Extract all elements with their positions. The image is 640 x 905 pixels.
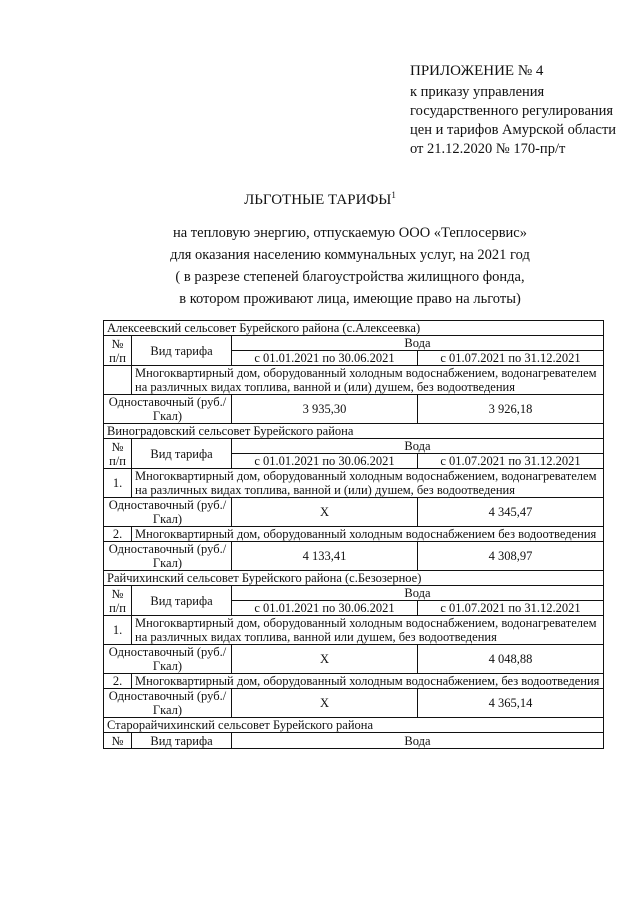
period-1-header: с 01.01.2021 по 30.06.2021 bbox=[232, 454, 418, 469]
row-description: Многоквартирный дом, оборудованный холодным водоснабжением без водоотведения bbox=[132, 527, 604, 542]
tariff-label: Одноставочный (руб./Гкал) bbox=[104, 395, 232, 424]
appendix-line: цен и тарифов Амурской области bbox=[410, 122, 617, 138]
section-title: Райчихинский сельсовет Бурейского района (с.Безозерное) bbox=[104, 571, 604, 586]
tariff-label: Одноставочный (руб./Гкал) bbox=[104, 689, 232, 718]
subtitle-line: на тепловую энергию, отпускаемую ООО «Теплосервис» bbox=[172, 225, 527, 241]
period-2-header: с 01.07.2021 по 31.12.2021 bbox=[418, 454, 604, 469]
col-water-header: Вода bbox=[232, 586, 604, 601]
tariff-value-1: 4 133,41 bbox=[232, 542, 418, 571]
col-water-header: Вода bbox=[232, 439, 604, 454]
tariff-table-wrap bbox=[103, 320, 603, 749]
subtitle-line: ( в разрезе степеней благоустройства жилищного фонда, bbox=[175, 269, 525, 285]
row-num: 1. bbox=[104, 469, 132, 498]
appendix-line: государственного регулирования bbox=[410, 103, 614, 119]
period-2-header: с 01.07.2021 по 31.12.2021 bbox=[418, 601, 604, 616]
col-water-header: Вода bbox=[232, 733, 604, 749]
tariff-value-2: 3 926,18 bbox=[418, 395, 604, 424]
tariff-value-2: 4 345,47 bbox=[418, 498, 604, 527]
appendix-heading: ПРИЛОЖЕНИЕ № 4 bbox=[410, 63, 544, 79]
tariff-label: Одноставочный (руб./Гкал) bbox=[104, 645, 232, 674]
row-num: 2. bbox=[104, 527, 132, 542]
document-title bbox=[0, 190, 640, 209]
subtitle-line: для оказания населению коммунальных услуг, на 2021 год bbox=[170, 247, 530, 263]
title-footnote: 1 bbox=[391, 190, 396, 200]
row-num bbox=[104, 366, 132, 395]
row-description: Многоквартирный дом, оборудованный холодным водоснабжением, водонагревателем на различных видах топлива, ванной или душем, без водоотведения bbox=[132, 616, 604, 645]
title-text: ЛЬГОТНЫЕ ТАРИФЫ bbox=[244, 192, 392, 208]
appendix-line: к приказу управления bbox=[410, 84, 545, 100]
row-num: 1. bbox=[104, 616, 132, 645]
col-water-header: Вода bbox=[232, 336, 604, 351]
tariff-value-1: Х bbox=[232, 498, 418, 527]
document-subtitle bbox=[140, 222, 560, 310]
col-num-header: № п/п bbox=[104, 439, 132, 469]
row-description: Многоквартирный дом, оборудованный холодным водоснабжением, водонагревателем на различных видах топлива, ванной и (или) душем, без водоотведения bbox=[132, 469, 604, 498]
tariff-value-1: 3 935,30 bbox=[232, 395, 418, 424]
appendix-line: от 21.12.2020 № 170-пр/т bbox=[410, 141, 566, 157]
period-2-header: с 01.07.2021 по 31.12.2021 bbox=[418, 351, 604, 366]
period-1-header: с 01.01.2021 по 30.06.2021 bbox=[232, 351, 418, 366]
col-type-header: Вид тарифа bbox=[132, 439, 232, 469]
section-title: Старорайчихинский сельсовет Бурейского района bbox=[104, 718, 604, 733]
row-description: Многоквартирный дом, оборудованный холодным водоснабжением, водонагревателем на различных видах топлива, ванной и (или) душем, без водоотведения bbox=[132, 366, 604, 395]
col-num-header: № bbox=[104, 733, 132, 749]
subtitle-line: в котором проживают лица, имеющие право на льготы) bbox=[179, 291, 521, 307]
tariff-value-2: 4 365,14 bbox=[418, 689, 604, 718]
section-title: Алексеевский сельсовет Бурейского района (с.Алексеевка) bbox=[104, 321, 604, 336]
col-type-header: Вид тарифа bbox=[132, 336, 232, 366]
tariff-label: Одноставочный (руб./Гкал) bbox=[104, 542, 232, 571]
col-type-header: Вид тарифа bbox=[132, 586, 232, 616]
tariff-table bbox=[103, 320, 604, 749]
row-description: Многоквартирный дом, оборудованный холодным водоснабжением, без водоотведения bbox=[132, 674, 604, 689]
appendix-block bbox=[410, 62, 635, 159]
tariff-value-2: 4 308,97 bbox=[418, 542, 604, 571]
tariff-value-2: 4 048,88 bbox=[418, 645, 604, 674]
tariff-value-1: Х bbox=[232, 689, 418, 718]
row-num: 2. bbox=[104, 674, 132, 689]
section-title: Виноградовский сельсовет Бурейского района bbox=[104, 424, 604, 439]
period-1-header: с 01.01.2021 по 30.06.2021 bbox=[232, 601, 418, 616]
col-type-header: Вид тарифа bbox=[132, 733, 232, 749]
tariff-label: Одноставочный (руб./Гкал) bbox=[104, 498, 232, 527]
col-num-header: № п/п bbox=[104, 336, 132, 366]
tariff-value-1: Х bbox=[232, 645, 418, 674]
col-num-header: № п/п bbox=[104, 586, 132, 616]
